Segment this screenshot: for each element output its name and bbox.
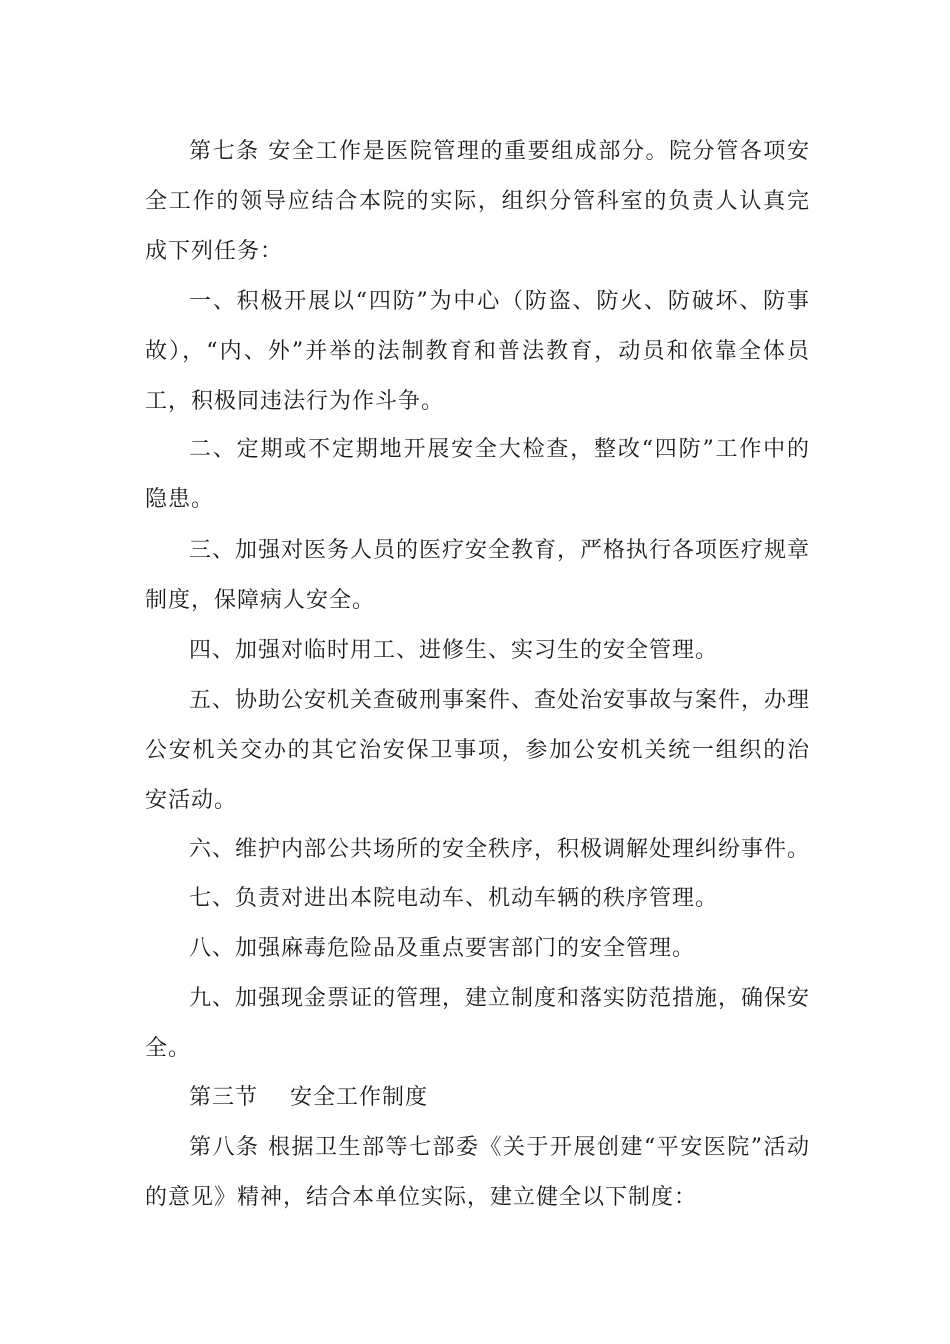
task-item-9: 九、加强现金票证的管理，建立制度和落实防范措施，确保安全。 xyxy=(145,986,811,1061)
task-item-8: 八、加强麻毒危险品及重点要害部门的安全管理。 xyxy=(189,936,696,961)
task-item-2: 二、定期或不定期地开展安全大检查，整改“四防”工作中的隐患。 xyxy=(145,437,810,512)
task-item-6: 六、维护内部公共场所的安全秩序，积极调解处理纠纷事件。 xyxy=(189,837,811,862)
article-8-paragraph: 第八条 根据卫生部等七部委《关于开展创建“平安医院”活动的意见》精神，结合本单位实际，建立健全以下制度： xyxy=(145,1135,810,1210)
task-item-3: 三、加强对医务人员的医疗安全教育，严格执行各项医疗规章制度，保障病人安全。 xyxy=(145,538,811,613)
article-7-paragraph: 第七条 安全工作是医院管理的重要组成部分。院分管各项安全工作的领导应结合本院的实际，组织分管科室的负责人认真完成下列任务： xyxy=(145,139,810,264)
task-item-4: 四、加强对临时用工、进修生、实习生的安全管理。 xyxy=(189,638,719,663)
task-item-1: 一、积极开展以“四防”为中心（防盗、防火、防破坏、防事故），“内、外”并举的法制教育和普法教育，动员和依靠全体员工，积极同违法行为作斗争。 xyxy=(145,289,810,414)
task-item-5: 五、协助公安机关查破刑事案件、查处治安事故与案件，办理公安机关交办的其它治安保卫事项，参加公安机关统一组织的治安活动。 xyxy=(145,688,811,813)
section-heading: 第三节 安全工作制度 xyxy=(189,1085,428,1110)
task-item-7: 七、负责对进出本院电动车、机动车辆的秩序管理。 xyxy=(189,886,719,911)
